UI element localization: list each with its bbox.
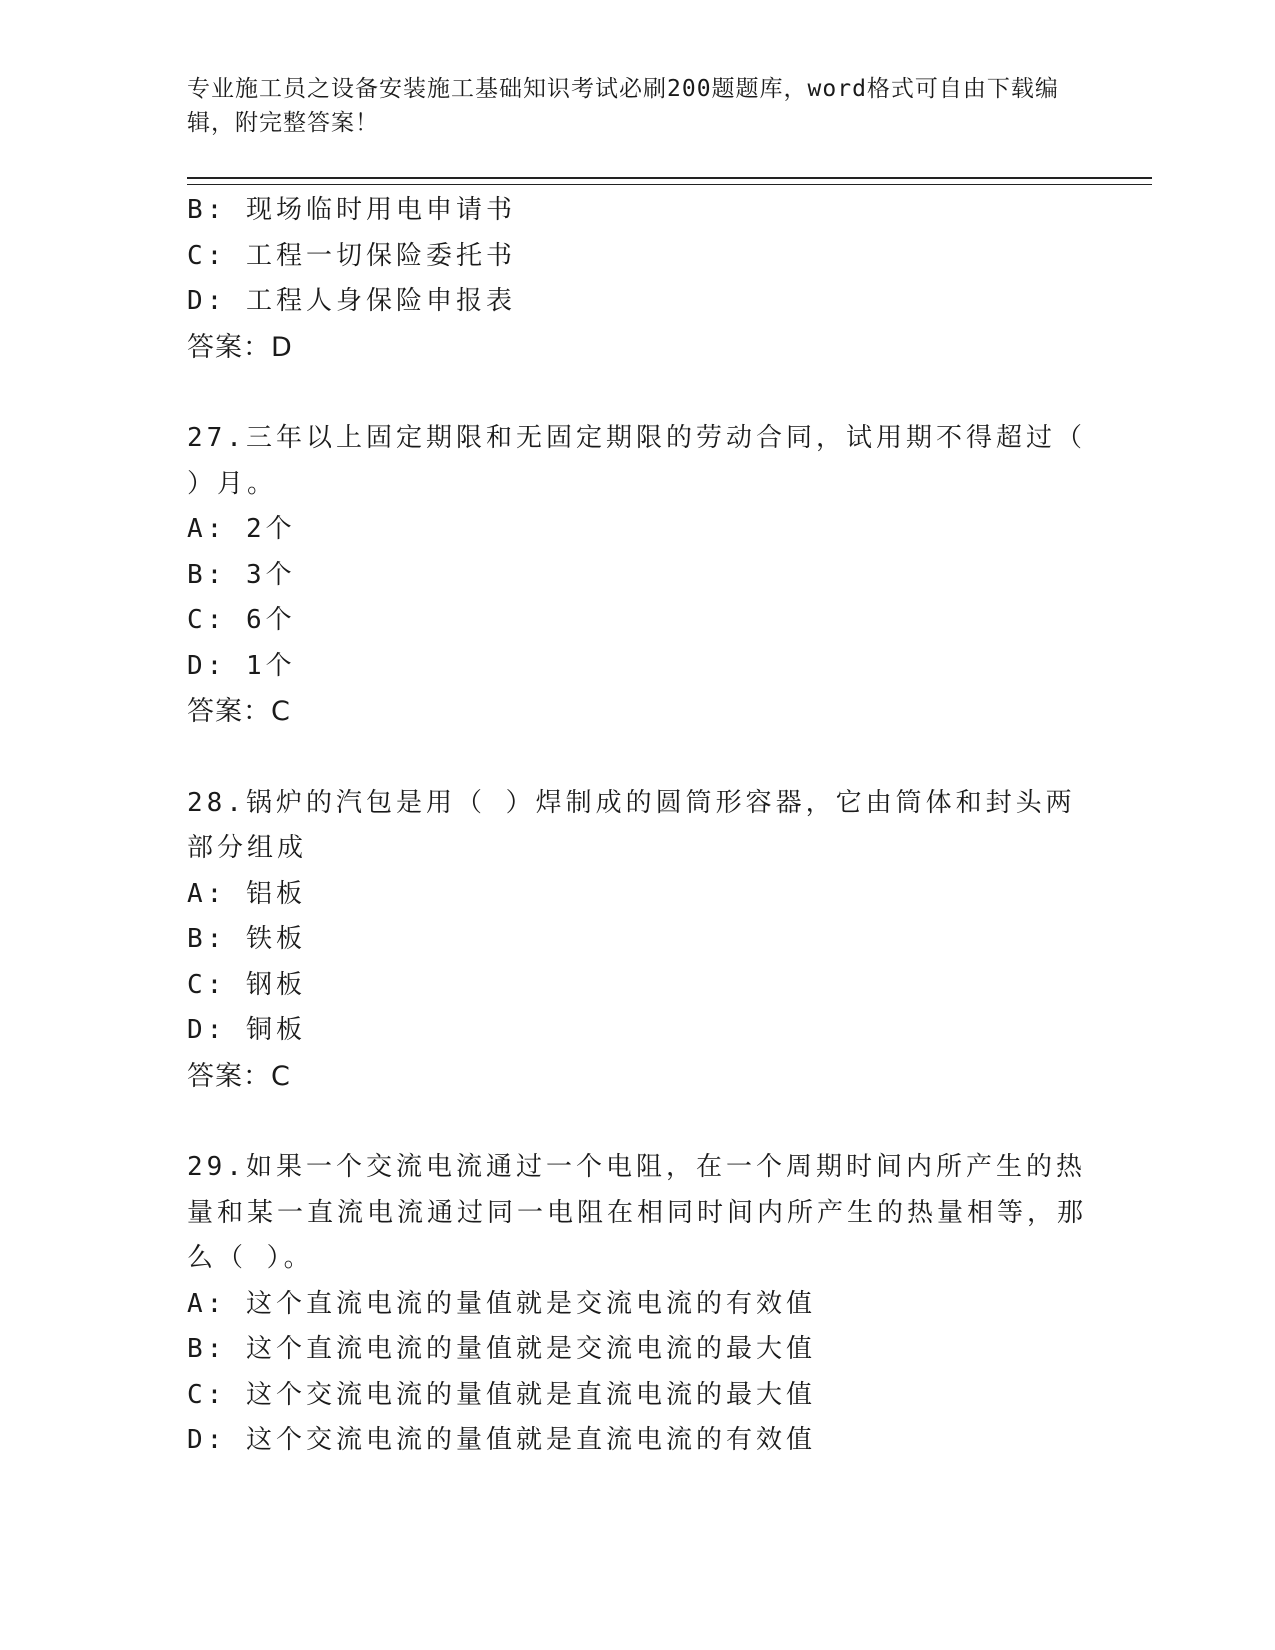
header-title: 专业施工员之设备安装施工基础知识考试必刷200题题库，word格式可自由下载编辑，附完整答案！ [187,76,1059,136]
option-b: B: 现场临时用电申请书 [187,195,516,225]
spacer [187,1099,1087,1145]
option-c: C: 这个交流电流的量值就是直流电流的最大值 [187,1379,816,1410]
question-stem: 27.三年以上固定期限和无固定期限的劳动合同，试用期不得超过（ ）月。 [187,423,1106,499]
spacer [187,735,1087,781]
question-stem: 28.锅炉的汽包是用（ ）焊制成的圆筒形容器，它由筒体和封头两部分组成 [187,787,1076,863]
option-c: C: 工程一切保险委托书 [187,240,516,271]
question-block-27 [187,416,1106,735]
option-a: A: 这个直流电流的量值就是交流电流的有效值 [187,1288,816,1319]
question-stem: 29.如果一个交流电流通过一个电阻，在一个周期时间内所产生的热量和某一直流电流通过同一电阻在相同时间内所产生的热量相等，那么（ ）。 [187,1152,1088,1273]
question-block-29 [187,1145,1087,1464]
question-list [187,188,1106,1464]
option-d: D: 这个交流电流的量值就是直流电流的有效值 [187,1425,816,1455]
option-d: D: 铜板 [187,1015,306,1045]
option-d: D: 工程人身保险申报表 [187,286,516,316]
answer-line: 答案：D [187,331,293,363]
option-a: A: 铝板 [187,878,306,909]
answer-line: 答案：C [187,696,291,727]
option-d: D: 1个 [187,650,296,681]
option-b: B: 铁板 [187,924,306,954]
option-b: B: 3个 [187,559,296,590]
option-b: B: 这个直流电流的量值就是交流电流的最大值 [187,1334,816,1364]
spacer [187,370,1087,416]
question-block-26 [187,188,1087,370]
document-header [187,72,1067,140]
option-a: A: 2个 [187,514,296,544]
option-c: C: 钢板 [187,969,306,1000]
header-divider [187,177,1152,185]
option-c: C: 6个 [187,605,296,635]
answer-line: 答案：C [187,1060,291,1092]
question-block-28 [187,781,1087,1100]
